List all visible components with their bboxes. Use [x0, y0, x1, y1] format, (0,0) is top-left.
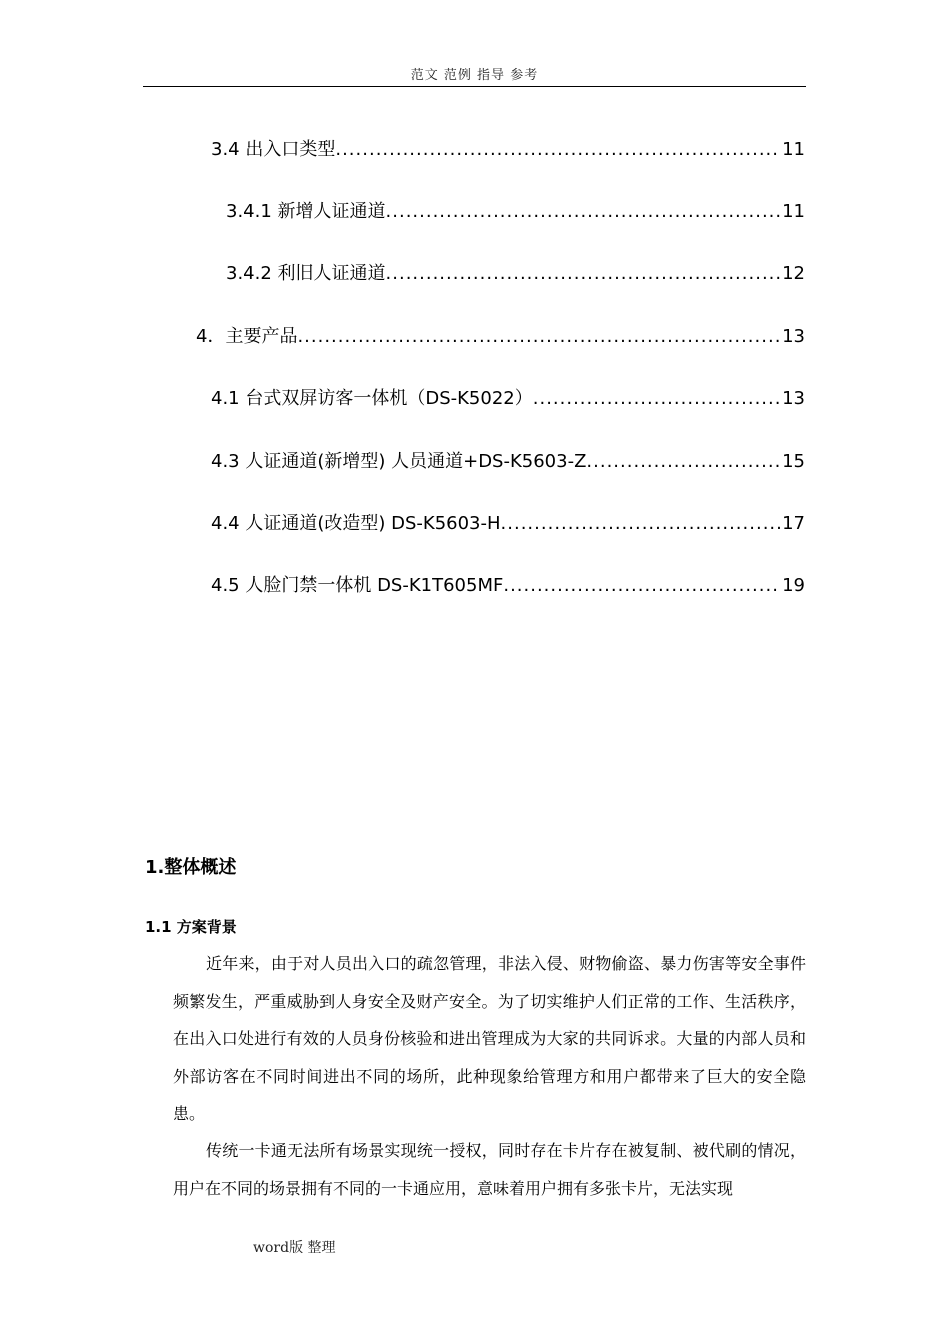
toc-leader — [503, 572, 780, 600]
toc-leader — [386, 260, 781, 288]
toc-entry-label: 4．主要产品 — [196, 326, 298, 347]
toc-entry[interactable] — [211, 572, 805, 600]
toc-entry[interactable] — [211, 136, 805, 164]
body-paragraph: 传统一卡通无法所有场景实现统一授权，同时存在卡片存在被复制、被代刷的情况，用户在不同的场景拥有不同的一卡通应用，意味着用户拥有多张卡片，无法实现 — [173, 1141, 806, 1198]
toc-entry-page: 13 — [782, 388, 805, 409]
toc-entry-page: 13 — [782, 326, 805, 347]
toc-entry-label: 3.4 出入口类型 — [211, 139, 336, 160]
page-footer: word版 整理 — [253, 1240, 336, 1256]
toc-entry-label: 4.4 人证通道(改造型) DS-K5603-H — [211, 513, 501, 534]
subsection-heading: 1.1 方案背景 — [145, 918, 237, 936]
toc-entry[interactable] — [226, 198, 805, 226]
toc-entry-page: 11 — [782, 201, 805, 222]
toc-entry-label: 3.4.1 新增人证通道 — [226, 201, 386, 222]
toc-entry[interactable] — [211, 510, 805, 538]
toc-entry-page: 11 — [782, 139, 805, 160]
toc-entry-label: 4.1 台式双屏访客一体机（DS-K5022） — [211, 388, 533, 409]
toc-entry-page: 17 — [782, 513, 805, 534]
toc-entry-label: 4.3 人证通道(新增型) 人员通道+DS-K5603-Z — [211, 451, 587, 472]
toc-entry[interactable] — [211, 448, 805, 476]
toc-entry[interactable] — [211, 385, 805, 413]
toc-entry[interactable] — [196, 323, 805, 351]
section-heading: 1.整体概述 — [145, 857, 237, 878]
toc-entry-page: 15 — [782, 451, 805, 472]
toc-entry-page: 19 — [782, 575, 805, 596]
toc-entry[interactable] — [226, 260, 805, 288]
toc-leader — [586, 448, 780, 476]
toc-entry-label: 3.4.2 利旧人证通道 — [226, 263, 386, 284]
toc-entry-label: 4.5 人脸门禁一体机 DS-K1T605MF — [211, 575, 504, 596]
toc-leader — [533, 385, 780, 413]
body-paragraph: 近年来，由于对人员出入口的疏忽管理，非法入侵、财物偷盗、暴力伤害等安全事件频繁发生，严重威胁到人身安全及财产安全。为了切实维护人们正常的工作、生活秩序，在出入口处进行有效的人员身份核验和进出管理成为大家的共同诉求。大量的内部人员和外部访客在不同时间进出不同的场所，此种现象给管理方和用户都带来了巨大的安全隐患。 — [173, 954, 806, 1123]
toc-leader — [386, 198, 781, 226]
toc-leader — [335, 136, 780, 164]
toc-leader — [297, 323, 780, 351]
page-header: 范文 范例 指导 参考 — [143, 66, 806, 87]
toc-leader — [501, 510, 781, 538]
toc-entry-page: 12 — [782, 263, 805, 284]
